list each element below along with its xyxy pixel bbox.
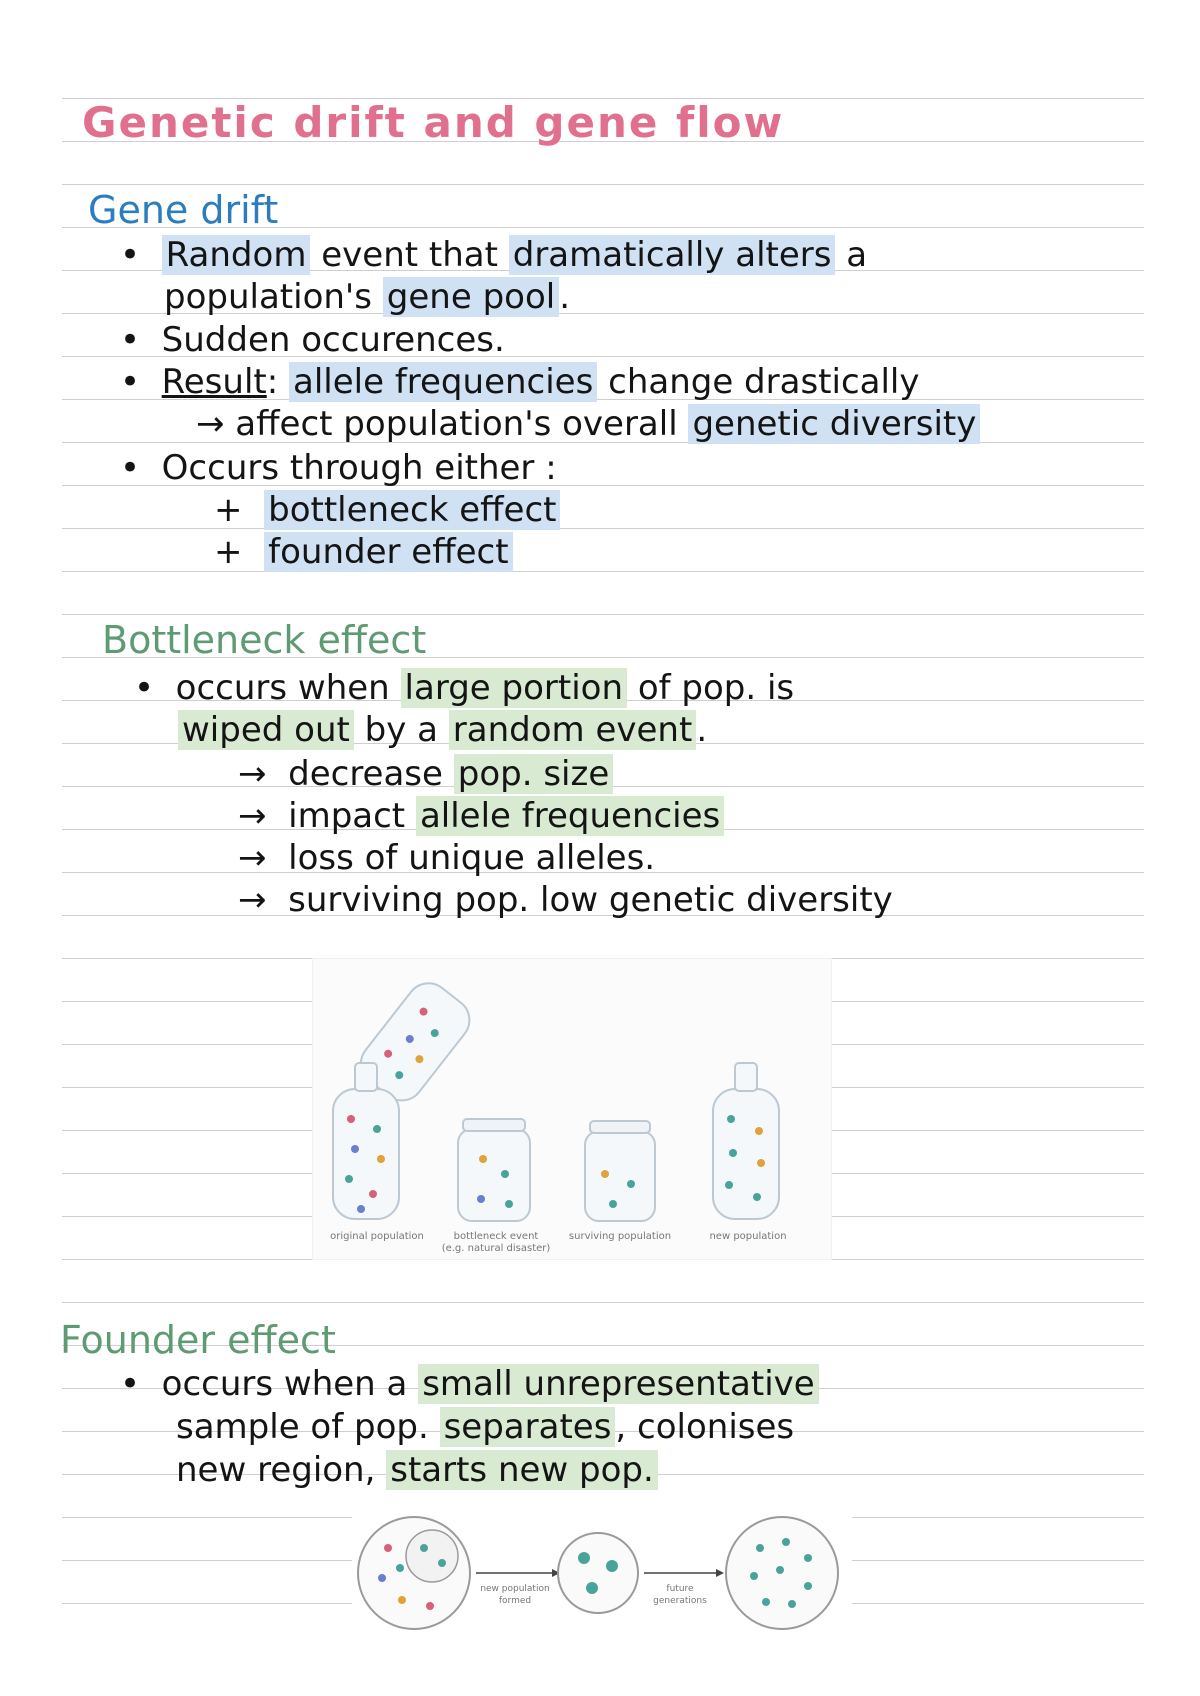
bottleneck-illustration (313, 959, 831, 1259)
arrow-marker: → (238, 838, 267, 878)
highlight-random: Random (162, 235, 311, 275)
bottleneck-arrow-4 (238, 880, 893, 920)
gene-drift-bullet-1-cont (164, 277, 570, 317)
text-fragment: impact (288, 796, 416, 836)
caption-new-population-formed: new population (480, 1584, 550, 1594)
jar-surviving-icon (585, 1121, 655, 1221)
highlight-dramatically-alters: dramatically alters (509, 235, 836, 275)
future-population-circle-icon (726, 1517, 838, 1629)
caption-formed: formed (498, 1596, 532, 1606)
founder-population-circle-icon (558, 1533, 638, 1613)
highlight-pop-size: pop. size (454, 754, 614, 794)
highlight-allele-frequencies: allele frequencies (289, 362, 597, 402)
founder-bullet-1 (120, 1364, 819, 1404)
arrow-marker: → (238, 880, 267, 920)
gene-drift-bullet-2 (120, 320, 505, 360)
highlight-wiped-out: wiped out (178, 710, 354, 750)
bottleneck-arrow-2 (238, 796, 724, 836)
caption-surviving-population: surviving population (568, 1231, 672, 1242)
gene-drift-bullet-1 (120, 235, 867, 275)
bottleneck-arrow-1 (238, 754, 613, 794)
jar-bottleneck-icon (458, 1119, 530, 1221)
caption-original-population: original population (330, 1231, 424, 1242)
bottleneck-bullet-1-cont (178, 710, 707, 750)
text-fragment: . (696, 710, 708, 750)
highlight-large-portion: large portion (401, 668, 627, 708)
bullet-dot: • (120, 235, 162, 275)
highlight-small-unrepresentative: small unrepresentative (418, 1364, 819, 1404)
bottleneck-arrow-3 (238, 838, 655, 878)
founder-bullet-1-cont-1 (176, 1407, 794, 1447)
bottleneck-bullet-1 (134, 668, 794, 708)
bullet-dot: • (120, 448, 162, 488)
text-fragment: sample of pop. (176, 1407, 440, 1447)
text-fragment: occurs when a (161, 1364, 419, 1404)
bottleneck-figure (312, 958, 832, 1260)
highlight-bottleneck-effect: bottleneck effect (264, 490, 560, 530)
arrow-marker: → (238, 754, 267, 794)
highlight-founder-effect: founder effect (264, 532, 512, 572)
text-fragment: , colonises (615, 1407, 795, 1447)
text-fragment: Sudden occurences. (161, 320, 505, 360)
caption-bottleneck-example: (e.g. natural disaster) (441, 1243, 551, 1254)
plus-marker: + (214, 532, 243, 572)
text-fragment: by a (353, 710, 449, 750)
founder-illustration (352, 1508, 852, 1638)
text-fragment: : (266, 362, 289, 402)
text-fragment: change drastically (597, 362, 920, 402)
text-fragment: Occurs through either : (161, 448, 557, 488)
highlight-allele-frequencies: allele frequencies (416, 796, 724, 836)
caption-bottleneck-event: bottleneck event (453, 1231, 539, 1242)
text-fragment: decrease (288, 754, 454, 794)
arrow-marker: → (238, 796, 267, 836)
bullet-dot: • (134, 668, 176, 708)
caption-generations: generations (653, 1596, 707, 1606)
text-fragment: loss of unique alleles. (288, 838, 656, 878)
ruled-line (62, 184, 1144, 185)
gene-drift-sub-2 (214, 532, 513, 572)
caption-future: future (666, 1584, 694, 1594)
text-fragment: . (559, 277, 571, 317)
highlight-random-event: random event (449, 710, 697, 750)
arrow-head-2 (716, 1569, 724, 1577)
founder-bullet-1-cont-2 (176, 1450, 658, 1490)
plus-marker: + (214, 490, 243, 530)
highlight-starts-new-pop: starts new pop. (386, 1450, 658, 1490)
gene-drift-sub-1 (214, 490, 560, 530)
caption-new-population: new population (709, 1231, 787, 1242)
section-heading-gene-drift: Gene drift (88, 188, 279, 232)
gene-drift-bullet-3 (120, 362, 919, 402)
founder-figure (352, 1508, 852, 1638)
highlight-gene-pool: gene pool (383, 277, 559, 317)
bottle-new-icon (713, 1063, 779, 1219)
gene-drift-bullet-4 (120, 448, 557, 488)
bullet-dot: • (120, 320, 162, 360)
bullet-dot: • (120, 1364, 162, 1404)
text-fragment: of pop. is (627, 668, 795, 708)
text-fragment: population's (164, 277, 383, 317)
result-label: Result (161, 362, 267, 402)
text-fragment: a (835, 235, 868, 275)
bullet-dot: • (120, 362, 162, 402)
section-heading-founder: Founder effect (60, 1318, 336, 1362)
text-fragment: surviving pop. low genetic diversity (288, 880, 893, 920)
section-heading-bottleneck: Bottleneck effect (102, 618, 427, 662)
text-fragment: occurs when (175, 668, 401, 708)
highlight-genetic-diversity: genetic diversity (688, 404, 980, 444)
ruled-line (62, 614, 1144, 615)
text-fragment: new region, (176, 1450, 387, 1490)
text-fragment: event that (321, 235, 509, 275)
page-title: Genetic drift and gene flow (82, 98, 785, 147)
original-population-circle-icon (358, 1517, 470, 1629)
ruled-line (62, 1302, 1144, 1303)
gene-drift-bullet-3-arrow (196, 404, 980, 444)
highlight-separates: separates (440, 1407, 616, 1447)
text-fragment: → affect population's overall (196, 404, 689, 444)
